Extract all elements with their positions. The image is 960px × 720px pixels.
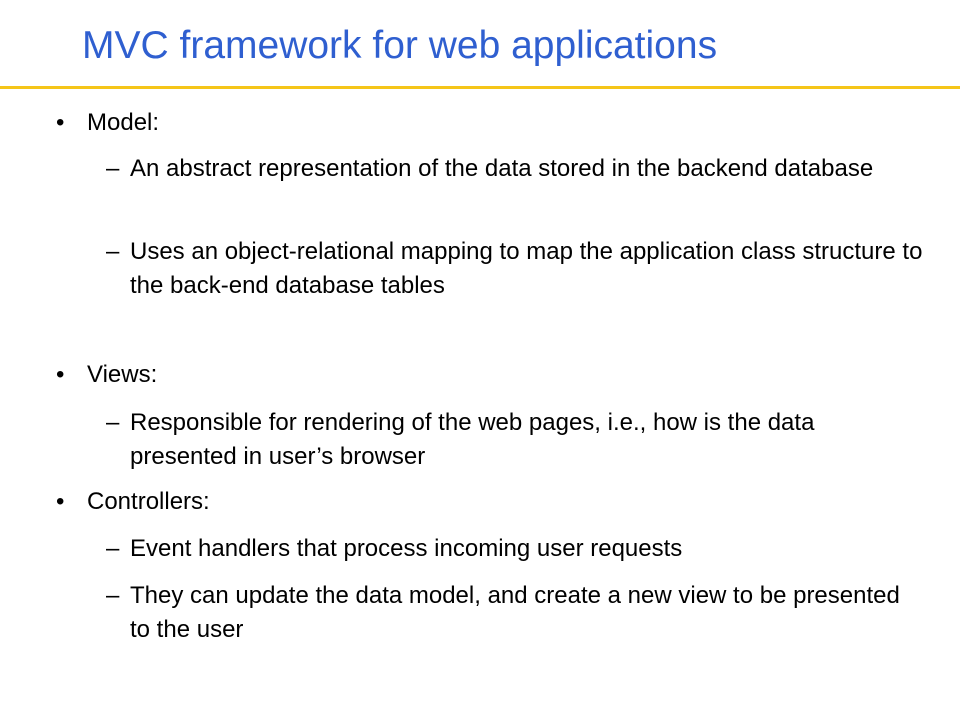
dash-marker: –	[106, 155, 120, 182]
bullet-dot: •	[56, 488, 65, 515]
sub-item-text: An abstract representation of the data stored in the backend database	[130, 155, 874, 182]
bullet-dot: •	[56, 361, 65, 388]
bullet-heading: Model:	[87, 109, 160, 136]
sub-item-text: Event handlers that process incoming user requests	[130, 535, 683, 562]
title-underline	[0, 86, 960, 89]
dash-marker: –	[106, 535, 120, 562]
sub-item	[106, 532, 926, 566]
bullet-dot: •	[56, 109, 65, 136]
slide-title: MVC framework for web applications	[82, 24, 718, 67]
sub-item-text: They can update the data model, and create a new view to be presented to the user	[130, 582, 900, 643]
dash-marker: –	[106, 238, 120, 265]
bullet-heading: Views:	[87, 361, 158, 388]
sub-item	[106, 235, 926, 303]
sub-item-text: Uses an object-relational mapping to map the application class structure to the back-end database tables	[130, 238, 923, 299]
bullet-heading: Controllers:	[87, 488, 210, 515]
dash-marker: –	[106, 582, 120, 609]
sub-item-text: Responsible for rendering of the web pages, i.e., how is the data presented in user’s browser	[130, 409, 815, 470]
sub-item	[106, 579, 926, 647]
sub-item	[106, 406, 926, 474]
sub-item	[106, 152, 926, 186]
dash-marker: –	[106, 409, 120, 436]
